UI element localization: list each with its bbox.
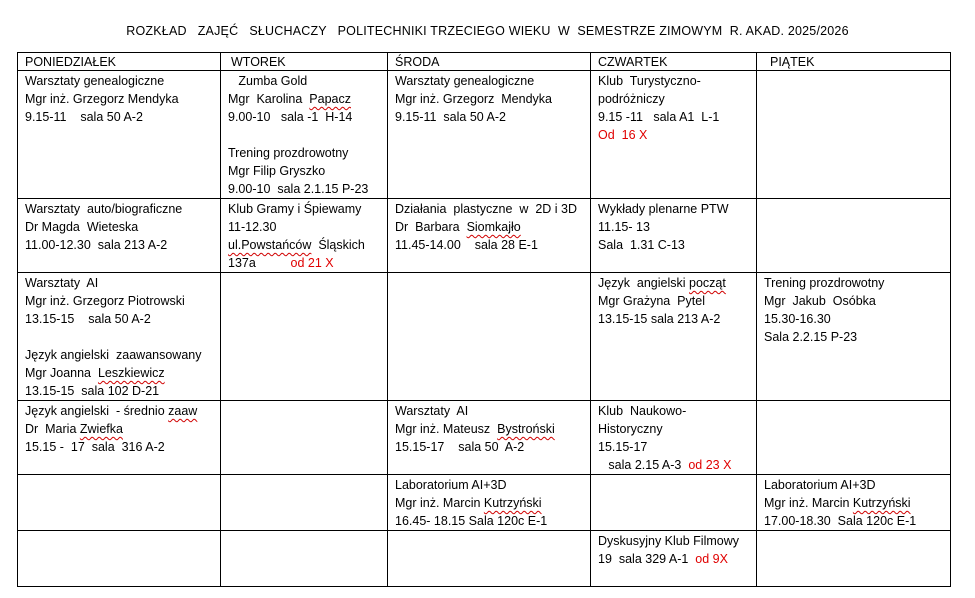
cell-wed-r2 (388, 199, 591, 273)
cell-mon-r1 (18, 71, 221, 199)
table-row (18, 401, 951, 475)
instructor: Mgr Jakub Osóbka (764, 294, 876, 308)
spacer (228, 126, 380, 144)
instructor-surname: Papacz (309, 92, 351, 106)
address-number-line (228, 254, 380, 272)
time-room: 9.00-10 sala 2.1.15 P-23 (228, 182, 369, 196)
cell-fri-r5 (757, 475, 951, 531)
time-room: 13.15-15 sala 102 D-21 (25, 384, 160, 398)
header-row (18, 53, 951, 71)
time-room: 17.00-18.30 Sala 120c E-1 (764, 514, 917, 528)
cell-tue-r5 (221, 475, 388, 531)
schedule-title: ROZKŁAD ZAJĘĆ SŁUCHACZY POLITECHNIKI TRZECIEGO WIEKU W SEMESTRZE ZIMOWYM R. AKAD. 2025/2026 (126, 24, 849, 38)
cell-mon-r4 (18, 401, 221, 475)
room-line (598, 456, 749, 474)
cell-thu-r5 (591, 475, 757, 531)
start-date-note: Od 16 X (598, 128, 648, 142)
class-name: Dyskusyjny Klub Filmowy (598, 534, 740, 548)
cell-wed-r6 (388, 531, 591, 587)
time-room: 9.00-10 sala -1 H-14 (228, 110, 353, 124)
room: Sala 1.31 C-13 (598, 238, 685, 252)
class-name: Klub Naukowo- (598, 404, 687, 418)
address-street: ul.Powstańców (228, 238, 312, 252)
cell-thu-r4 (591, 401, 757, 475)
instructor-surname: Zwiefka (79, 422, 123, 436)
instructor-surname: Kutrzyński (483, 496, 542, 510)
time-room: 11.45-14.00 sala 28 E-1 (395, 238, 538, 252)
class-name: Klub Turystyczno- (598, 74, 701, 88)
instructor-prefix: Mgr inż. Marcin (395, 496, 484, 510)
class-name (25, 402, 213, 420)
class-name: Klub Gramy i Śpiewamy (228, 202, 362, 216)
time-room: 13.15-15 sala 50 A-2 (25, 312, 151, 326)
cell-wed-r3 (388, 273, 591, 401)
schedule-table (17, 52, 951, 587)
instructor: Mgr Filip Gryszko (228, 164, 326, 178)
cell-fri-r6 (757, 531, 951, 587)
instructor-prefix: Mgr inż. Marcin (764, 496, 853, 510)
time-room: 9.15 -11 sala A1 L-1 (598, 110, 720, 124)
header-wednesday: ŚRODA (388, 53, 591, 71)
class-name (598, 274, 749, 292)
cell-thu-r6 (591, 531, 757, 587)
spacer (25, 328, 213, 346)
instructor (25, 420, 213, 438)
table-row (18, 199, 951, 273)
cell-thu-r1 (591, 71, 757, 199)
instructor-surname: Leszkiewicz (97, 366, 165, 380)
class-name-cont: podróżniczy (598, 92, 665, 106)
class-name: Warsztaty AI (25, 276, 99, 290)
table-row (18, 531, 951, 587)
class-name: Wykłady plenarne PTW (598, 202, 729, 216)
time-room: 9.15-11 sala 50 A-2 (25, 110, 143, 124)
time: 11.15- 13 (598, 220, 650, 234)
class-name: Język angielski zaawansowany (25, 348, 202, 362)
time: 15.30-16.30 (764, 312, 831, 326)
class-name-prefix: Język angielski (598, 276, 690, 290)
instructor (395, 420, 583, 438)
cell-mon-r2 (18, 199, 221, 273)
cell-mon-r6 (18, 531, 221, 587)
cell-tue-r4 (221, 401, 388, 475)
cell-mon-r5 (18, 475, 221, 531)
cell-fri-r1 (757, 71, 951, 199)
time-room: 13.15-15 sala 213 A-2 (598, 312, 721, 326)
start-date-note: od 21 X (290, 256, 334, 270)
class-name: Warsztaty auto/biograficzne (25, 202, 183, 216)
class-name-prefix: Język angielski - średnio (25, 404, 169, 418)
address-number: 137a (228, 256, 291, 270)
class-name-level: począt (689, 276, 726, 290)
instructor-prefix: Mgr Joanna (25, 366, 98, 380)
class-name: Działania plastyczne w 2D i 3D (395, 202, 578, 216)
time-room: 9.15-11 sala 50 A-2 (395, 110, 506, 124)
cell-tue-r1 (221, 71, 388, 199)
cell-mon-r3 (18, 273, 221, 401)
instructor: Mgr inż. Grzegorz Mendyka (395, 92, 552, 106)
header-thursday: CZWARTEK (591, 53, 757, 71)
table-row (18, 273, 951, 401)
instructor (395, 218, 583, 236)
class-name-cont: Historyczny (598, 422, 663, 436)
class-name: Warsztaty AI (395, 404, 469, 418)
cell-tue-r3 (221, 273, 388, 401)
cell-tue-r2 (221, 199, 388, 273)
class-name-level: zaaw (168, 404, 198, 418)
instructor-surname: Kutrzyński (852, 496, 911, 510)
time: 15.15-17 (598, 440, 648, 454)
instructor: Mgr inż. Grzegorz Piotrowski (25, 294, 185, 308)
time-room-line (598, 550, 749, 568)
instructor (395, 494, 583, 512)
cell-wed-r4 (388, 401, 591, 475)
cell-fri-r3 (757, 273, 951, 401)
cell-wed-r1 (388, 71, 591, 199)
cell-fri-r2 (757, 199, 951, 273)
class-name: Zumba Gold (228, 74, 308, 88)
cell-tue-r6 (221, 531, 388, 587)
class-name: Laboratorium AI+3D (395, 478, 507, 492)
instructor-prefix: Mgr Karolina (228, 92, 310, 106)
header-monday: PONIEDZIAŁEK (18, 53, 221, 71)
class-name: Warsztaty genealogiczne (395, 74, 535, 88)
class-name: Trening prozdrowotny (764, 276, 885, 290)
instructor: Mgr inż. Grzegorz Mendyka (25, 92, 179, 106)
instructor-prefix: Mgr inż. Mateusz (395, 422, 498, 436)
instructor-prefix: Dr Barbara (395, 220, 467, 234)
cell-thu-r2 (591, 199, 757, 273)
instructor (764, 494, 943, 512)
instructor: Mgr Grażyna Pytel (598, 294, 705, 308)
time-room: 15.15 - 17 sala 316 A-2 (25, 440, 165, 454)
class-name: Warsztaty genealogiczne (25, 74, 165, 88)
class-name: Trening prozdrowotny (228, 146, 349, 160)
time-room: 15.15-17 sala 50 A-2 (395, 440, 525, 454)
cell-wed-r5 (388, 475, 591, 531)
instructor-surname: Siomkajło (466, 220, 521, 234)
cell-fri-r4 (757, 401, 951, 475)
room: sala 2.15 A-3 (598, 458, 689, 472)
class-name: Laboratorium AI+3D (764, 478, 876, 492)
instructor: Dr Magda Wieteska (25, 220, 139, 234)
table-row (18, 475, 951, 531)
cell-thu-r3 (591, 273, 757, 401)
header-tuesday: WTOREK (221, 53, 388, 71)
time-room: 11.00-12.30 sala 213 A-2 (25, 238, 168, 252)
address-street-cont: Śląskich (311, 238, 365, 252)
room: Sala 2.2.15 P-23 (764, 330, 858, 344)
time-room: 16.45- 18.15 Sala 120c E-1 (395, 514, 548, 528)
instructor-surname: Bystroński (497, 422, 555, 436)
instructor (25, 364, 213, 382)
header-friday: PIĄTEK (757, 53, 951, 71)
start-date-note: od 23 X (688, 458, 732, 472)
time-room: 19 sala 329 A-1 (598, 552, 696, 566)
instructor (228, 90, 380, 108)
instructor-prefix: Dr Maria (25, 422, 80, 436)
table-row (18, 71, 951, 199)
time: 11-12.30 (228, 220, 277, 234)
start-date-note: od 9X (695, 552, 728, 566)
address (228, 236, 380, 254)
